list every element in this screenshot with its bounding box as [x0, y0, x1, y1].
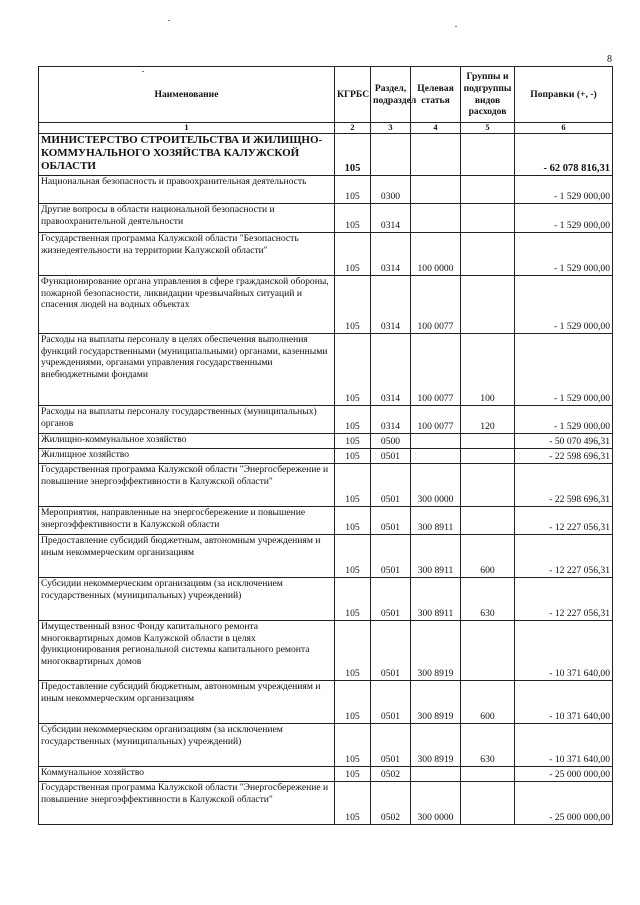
row-name: Расходы на выплаты персоналу в целях обеспечения выполнения функций государственными (муниципальными) органами, казенными учреждениями, органами управления государственными внебюджетными фондами: [39, 334, 335, 406]
row-name: Жилищно-коммунальное хозяйство: [39, 434, 335, 449]
row-name: Предоставление субсидий бюджетным, автономным учреждениям и иным некоммерческим организациям: [39, 681, 335, 724]
row-expense-group: [461, 449, 515, 464]
row-expense-group: [461, 434, 515, 449]
row-target-article: 300 8911: [411, 578, 461, 621]
row-amount: - 1 529 000,00: [515, 233, 613, 276]
row-section: 0502: [371, 767, 411, 782]
row-kgrbs: 105: [335, 535, 371, 578]
row-name: Государственная программа Калужской области "Энергосбережение и повышение энергоэффективности в Калужской области": [39, 464, 335, 507]
row-amount: - 1 529 000,00: [515, 176, 613, 204]
column-number: 6: [515, 123, 613, 134]
row-section: 0501: [371, 464, 411, 507]
row-section: 0314: [371, 406, 411, 434]
row-amount: - 50 070 496,31: [515, 434, 613, 449]
row-name: Расходы на выплаты персоналу государственных (муниципальных) органов: [39, 406, 335, 434]
column-number: 3: [371, 123, 411, 134]
row-amount: - 25 000 000,00: [515, 767, 613, 782]
row-kgrbs: 105: [335, 449, 371, 464]
row-name: МИНИСТЕРСТВО СТРОИТЕЛЬСТВА И ЖИЛИЩНО-КОММУНАЛЬНОГО ХОЗЯЙСТВА КАЛУЖСКОЙ ОБЛАСТИ: [39, 134, 335, 176]
row-target-article: 300 0000: [411, 464, 461, 507]
row-amount: - 1 529 000,00: [515, 204, 613, 233]
row-kgrbs: 105: [335, 578, 371, 621]
page-number: 8: [607, 54, 612, 65]
row-section: 0501: [371, 724, 411, 767]
row-kgrbs: 105: [335, 276, 371, 334]
row-section: 0501: [371, 535, 411, 578]
row-kgrbs: 105: [335, 434, 371, 449]
table-row: [39, 621, 613, 681]
row-amount: - 10 371 640,00: [515, 724, 613, 767]
row-amount: - 12 227 056,31: [515, 507, 613, 535]
scan-speck: [168, 20, 170, 21]
row-name: Функционирование органа управления в сфере гражданской обороны, пожарной безопасности, ликвидации чрезвычайных ситуаций и спасения людей на водных объектах: [39, 276, 335, 334]
row-section: 0501: [371, 621, 411, 681]
row-name: Коммунальное хозяйство: [39, 767, 335, 782]
row-expense-group: [461, 176, 515, 204]
table-header-row: [39, 67, 613, 123]
row-amount: - 22 598 696,31: [515, 464, 613, 507]
row-kgrbs: 105: [335, 681, 371, 724]
table-row: [39, 535, 613, 578]
row-amount: - 10 371 640,00: [515, 621, 613, 681]
table-row: [39, 233, 613, 276]
row-name: Национальная безопасность и правоохранительная деятельность: [39, 176, 335, 204]
table-row: [39, 681, 613, 724]
column-number: 4: [411, 123, 461, 134]
row-target-article: [411, 204, 461, 233]
row-name: Другие вопросы в области национальной безопасности и правоохранительной деятельности: [39, 204, 335, 233]
row-kgrbs: 105: [335, 204, 371, 233]
row-expense-group: 120: [461, 406, 515, 434]
row-amount: - 12 227 056,31: [515, 578, 613, 621]
row-amount: - 22 598 696,31: [515, 449, 613, 464]
row-section: 0500: [371, 434, 411, 449]
header-name: Наименование: [39, 67, 335, 123]
header-section: Раздел, подраздел: [371, 67, 411, 123]
column-number: 2: [335, 123, 371, 134]
row-expense-group: [461, 507, 515, 535]
row-kgrbs: 105: [335, 767, 371, 782]
row-name: Имущественный взнос Фонду капитального ремонта многоквартирных домов Калужской области в целях функционирования региональной системы капитального ремонта многоквартирных домов: [39, 621, 335, 681]
row-name: Мероприятия, направленные на энергосбережение и повышение энергоэффективности в Калужской области: [39, 507, 335, 535]
row-name: Государственная программа Калужской области "Энергосбережение и повышение энергоэффективности в Калужской области": [39, 782, 335, 825]
row-expense-group: [461, 782, 515, 825]
table-row: [39, 767, 613, 782]
row-expense-group: [461, 134, 515, 176]
table-row: [39, 134, 613, 176]
column-number: 5: [461, 123, 515, 134]
table-row: [39, 578, 613, 621]
row-target-article: 100 0077: [411, 406, 461, 434]
row-expense-group: [461, 204, 515, 233]
row-section: 0502: [371, 782, 411, 825]
row-target-article: 100 0077: [411, 276, 461, 334]
row-kgrbs: 105: [335, 334, 371, 406]
table-row: [39, 204, 613, 233]
row-expense-group: 600: [461, 535, 515, 578]
row-section: 0314: [371, 276, 411, 334]
row-target-article: [411, 767, 461, 782]
table-row: [39, 334, 613, 406]
row-expense-group: 630: [461, 724, 515, 767]
row-section: 0501: [371, 681, 411, 724]
row-section: 0501: [371, 578, 411, 621]
row-target-article: 100 0077: [411, 334, 461, 406]
row-amount: - 25 000 000,00: [515, 782, 613, 825]
row-expense-group: [461, 621, 515, 681]
row-expense-group: [461, 276, 515, 334]
column-number-row: [39, 123, 613, 134]
header-target-article: Целевая статья: [411, 67, 461, 123]
table-row: [39, 507, 613, 535]
row-section: 0501: [371, 507, 411, 535]
row-expense-group: 100: [461, 334, 515, 406]
table-row: [39, 434, 613, 449]
table-row: [39, 449, 613, 464]
row-amount: - 1 529 000,00: [515, 334, 613, 406]
row-expense-group: 600: [461, 681, 515, 724]
table-row: [39, 464, 613, 507]
header-kgrbs: КГРБС: [335, 67, 371, 123]
row-section: 0314: [371, 204, 411, 233]
column-number: 1: [39, 123, 335, 134]
row-target-article: 300 8911: [411, 535, 461, 578]
row-target-article: 300 8919: [411, 724, 461, 767]
table-row: [39, 782, 613, 825]
row-target-article: [411, 176, 461, 204]
row-section: 0501: [371, 449, 411, 464]
row-target-article: 300 8919: [411, 621, 461, 681]
row-target-article: 300 0000: [411, 782, 461, 825]
row-section: [371, 134, 411, 176]
row-target-article: [411, 134, 461, 176]
row-amount: - 1 529 000,00: [515, 276, 613, 334]
row-kgrbs: 105: [335, 621, 371, 681]
row-name: Предоставление субсидий бюджетным, автономным учреждениям и иным некоммерческим организациям: [39, 535, 335, 578]
row-kgrbs: 105: [335, 464, 371, 507]
row-expense-group: [461, 464, 515, 507]
row-kgrbs: 105: [335, 782, 371, 825]
budget-amendments-table: [38, 66, 613, 825]
row-name: Субсидии некоммерческим организациям (за исключением государственных (муниципальных) учреждений): [39, 724, 335, 767]
row-target-article: 100 0000: [411, 233, 461, 276]
row-target-article: 300 8919: [411, 681, 461, 724]
row-name: Жилищное хозяйство: [39, 449, 335, 464]
row-kgrbs: 105: [335, 724, 371, 767]
table-row: [39, 406, 613, 434]
row-amount: - 10 371 640,00: [515, 681, 613, 724]
row-target-article: 300 8911: [411, 507, 461, 535]
row-kgrbs: 105: [335, 406, 371, 434]
row-section: 0314: [371, 233, 411, 276]
row-kgrbs: 105: [335, 176, 371, 204]
row-name: Государственная программа Калужской области "Безопасность жизнедеятельности на территории Калужской области": [39, 233, 335, 276]
row-name: Субсидии некоммерческим организациям (за исключением государственных (муниципальных) учреждений): [39, 578, 335, 621]
scan-speck: [455, 26, 457, 27]
table-row: [39, 276, 613, 334]
row-amount: - 62 078 816,31: [515, 134, 613, 176]
row-target-article: [411, 449, 461, 464]
row-expense-group: [461, 233, 515, 276]
table-row: [39, 176, 613, 204]
row-kgrbs: 105: [335, 233, 371, 276]
row-kgrbs: 105: [335, 507, 371, 535]
table-row: [39, 724, 613, 767]
header-expense-groups: Группы и подгруппы видов расходов: [461, 67, 515, 123]
row-section: 0314: [371, 334, 411, 406]
row-expense-group: [461, 767, 515, 782]
row-kgrbs: 105: [335, 134, 371, 176]
row-expense-group: 630: [461, 578, 515, 621]
row-amount: - 1 529 000,00: [515, 406, 613, 434]
row-amount: - 12 227 056,31: [515, 535, 613, 578]
row-section: 0300: [371, 176, 411, 204]
header-amendments: Поправки (+, -): [515, 67, 613, 123]
row-target-article: [411, 434, 461, 449]
